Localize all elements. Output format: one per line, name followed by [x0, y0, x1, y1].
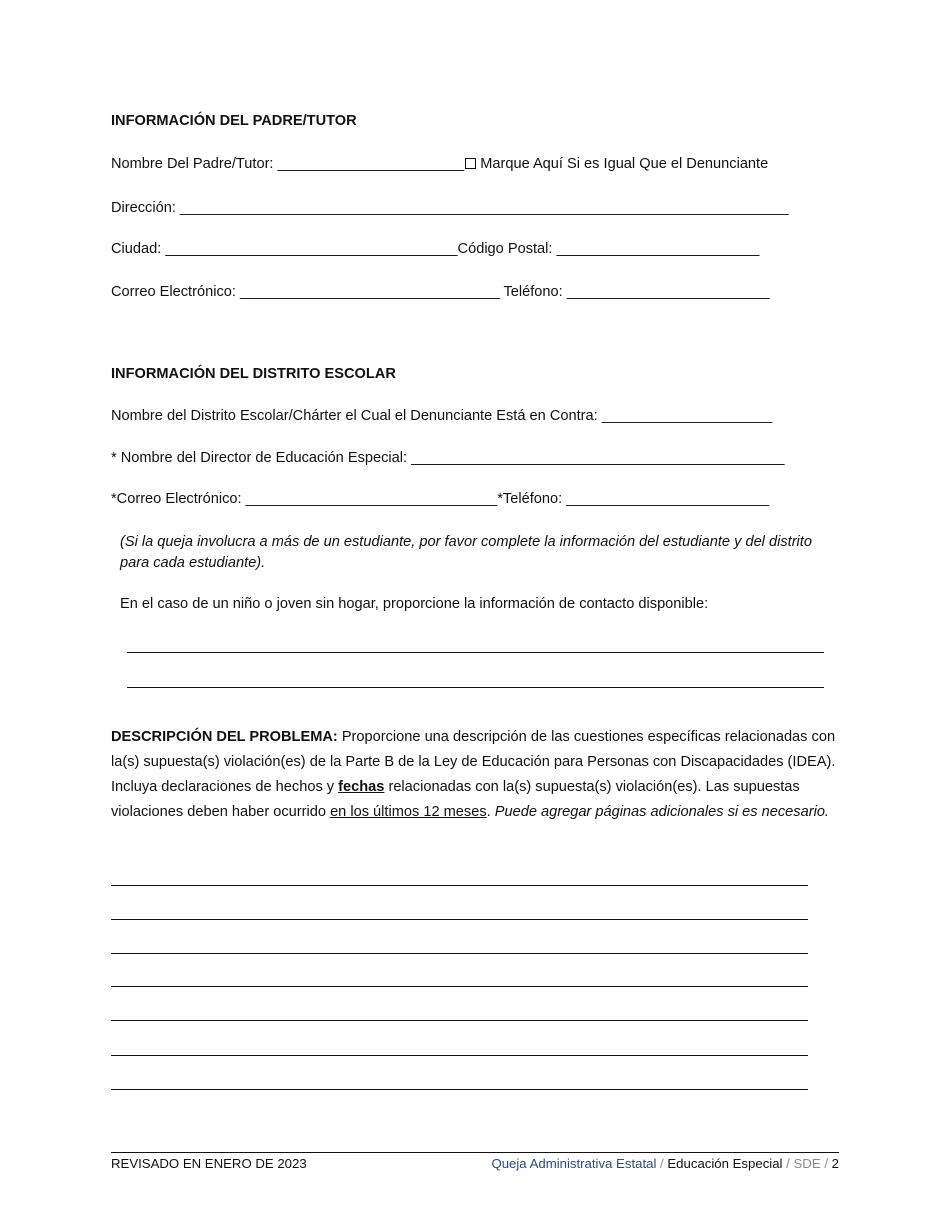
problem-line-1[interactable] — [111, 885, 808, 886]
homeless-contact-instructions: En el caso de un niño o joven sin hogar, proporcione la información de contacto disponible: — [120, 596, 709, 612]
same-as-complainant-checkbox[interactable] — [465, 158, 476, 169]
timeframe-emphasis: en los últimos 12 meses — [330, 804, 487, 820]
problem-line-4[interactable] — [111, 986, 808, 987]
footer-divider — [111, 1152, 839, 1153]
problem-line-3[interactable] — [111, 953, 808, 954]
parent-address-field[interactable]: Dirección: ___________________________________________________________________________ — [111, 200, 789, 216]
district-section-heading: INFORMACIÓN DEL DISTRITO ESCOLAR — [111, 366, 396, 382]
footer-doc-info — [491, 1156, 839, 1171]
problem-line-7[interactable] — [111, 1089, 808, 1090]
director-email-field[interactable]: *Correo Electrónico: _______________________________ — [111, 491, 498, 507]
parent-email-field[interactable]: Correo Electrónico: ________________________________ — [111, 284, 500, 300]
district-contact-row — [111, 491, 769, 507]
homeless-contact-line-2[interactable] — [127, 687, 824, 688]
parent-section-heading: INFORMACIÓN DEL PADRE/TUTOR — [111, 113, 357, 129]
footer-doc-title: Queja Administrativa Estatal — [491, 1156, 657, 1171]
footer-separator: / — [786, 1156, 790, 1171]
footer-separator: / — [660, 1156, 664, 1171]
director-phone-field[interactable]: *Teléfono: _________________________ — [497, 491, 770, 507]
problem-heading: DESCRIPCIÓN DEL PROBLEMA: — [111, 729, 338, 745]
revision-date: REVISADO EN ENERO DE 2023 — [111, 1156, 307, 1171]
parent-city-zip-row — [111, 241, 759, 257]
footer-separator: / — [824, 1156, 828, 1171]
problem-text-3: . — [486, 804, 495, 820]
parent-name-label: Nombre Del Padre/Tutor: _______________________ — [111, 156, 465, 172]
parent-name-field[interactable] — [111, 156, 768, 172]
district-name-field[interactable]: Nombre del Distrito Escolar/Chárter el Cual el Denunciante Está en Contra: _____________________ — [111, 408, 773, 424]
same-as-complainant-label: Marque Aquí Si es Igual Que el Denunciante — [480, 156, 769, 172]
problem-text-2: relacionadas con la(s) supuesta(s) violación(es). Las supuestas violaciones deben haber ocurrido — [111, 779, 800, 820]
director-name-field[interactable]: * Nombre del Director de Educación Especial: ______________________________________________ — [111, 450, 785, 466]
problem-line-5[interactable] — [111, 1020, 808, 1021]
footer-program: Educación Especial — [667, 1156, 783, 1171]
homeless-contact-line-1[interactable] — [127, 652, 824, 653]
parent-zip-field[interactable]: Código Postal: _________________________ — [457, 241, 760, 257]
footer-agency: SDE — [793, 1156, 821, 1171]
parent-city-field[interactable]: Ciudad: ____________________________________ — [111, 241, 458, 257]
dates-emphasis: fechas — [338, 779, 385, 795]
multiple-students-note: (Si la queja involucra a más de un estudiante, por favor complete la información del estudiante y del distrito para cada estudiante). — [120, 534, 812, 571]
problem-text-1: Proporcione una descripción de las cuestiones específicas relacionadas con la(s) supuesta(s) violación(es) de la Parte B de la Ley de Educación para Personas con Discapacidades (IDEA). Incluya declaraciones de hechos y — [111, 729, 836, 795]
page-number: 2 — [831, 1156, 839, 1171]
problem-line-2[interactable] — [111, 919, 808, 920]
parent-contact-row — [111, 284, 770, 300]
parent-phone-field[interactable]: Teléfono: _________________________ — [503, 284, 770, 300]
additional-pages-note: Puede agregar páginas adicionales si es necesario. — [494, 804, 829, 820]
problem-line-6[interactable] — [111, 1055, 808, 1056]
problem-description-paragraph — [111, 725, 841, 825]
